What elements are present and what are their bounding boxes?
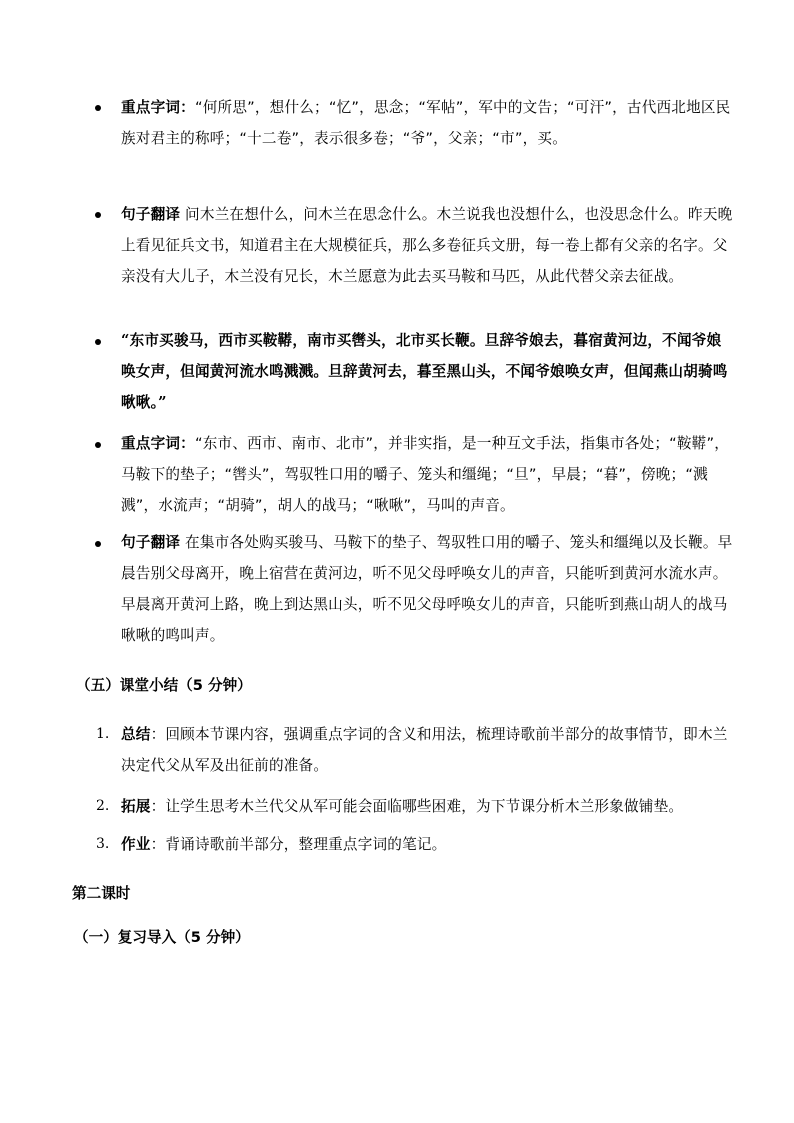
bullet-dot (95, 442, 101, 448)
key-words-label: 重点字词： (121, 99, 195, 116)
translation-text: 问木兰在想什么，问木兰在思念什么。木兰说我也没想什么，也没思念什么。昨天晚上看见征兵文书，知道君主在大规模征兵，那么多卷征兵文册，每一卷上都有父亲的名字。父亲没有大儿子，木兰没有兄长，木兰愿意为此去买马鞍和马匹，从此代替父亲去征战。 (121, 206, 733, 285)
extension-text: ：让学生思考木兰代父从军可能会面临哪些困难，为下节课分析木兰形象做铺垫。 (150, 798, 684, 815)
section-heading: （五）课堂小结（5 分钟） (76, 677, 252, 694)
bullet-dot (95, 339, 101, 345)
extension-label: 拓展 (121, 798, 151, 815)
summary-label: 总结 (121, 726, 151, 743)
bullet-dot (95, 212, 101, 218)
poem-quote-paragraph (121, 325, 733, 418)
summary-text: ：回顾本节课内容，强调重点字词的含义和用法，梳理诗歌前半部分的故事情节，即木兰决定代父从军及出征前的准备。 (121, 726, 728, 774)
key-words-text: “东市、西市、南市、北市”，并非实指，是一种互文手法，指集市各处；“鞍鞯”，马鞍下的垫子；“辔头”，驾驭牲口用的嚼子、笼头和缰绳；“旦”，早晨；“暮”，傍晚；“溅溅”，水流声；“胡骑”，胡人的战马；“啾啾”，马叫的声音。 (121, 435, 730, 514)
translation-paragraph (121, 199, 733, 292)
summary-item (121, 719, 733, 781)
list-number: 3. (96, 836, 110, 852)
homework-item (121, 829, 733, 860)
translation-label: 句子翻译 (121, 206, 181, 223)
homework-label: 作业 (121, 836, 151, 853)
translation-label: 句子翻译 (121, 534, 181, 551)
key-words-paragraph (121, 92, 733, 154)
translation-paragraph (121, 527, 733, 651)
list-number: 1. (96, 726, 110, 742)
translation-text: 在集市各处购买骏马、马鞍下的垫子、驾驭牲口用的嚼子、笼头和缰绳以及长鞭。早晨告别父母离开，晚上宿营在黄河边，听不见父母呼唤女儿的声音，只能听到黄河水流水声。早晨离开黄河上路，晚上到达黑山头，听不见父母呼唤女儿的声音，只能听到燕山胡人的战马啾啾的鸣叫声。 (121, 534, 733, 644)
bullet-dot (95, 541, 101, 547)
poem-quote-text: “东市买骏马，西市买鞍鞯，南市买辔头，北市买长鞭。旦辞爷娘去，暮宿黄河边，不闻爷娘唤女声，但闻黄河流水鸣溅溅。旦辞黄河去，暮至黑山头，不闻爷娘唤女声，但闻燕山胡骑鸣啾啾。” (121, 332, 728, 411)
key-words-paragraph (121, 428, 733, 521)
bullet-dot (95, 105, 101, 111)
lesson-heading: 第二课时 (72, 885, 131, 902)
list-number: 2. (96, 798, 110, 814)
section-heading: （一）复习导入（5 分钟） (74, 929, 250, 946)
key-words-text: “何所思”，想什么；“忆”，思念；“军帖”，军中的文告；“可汗”，古代西北地区民族对君主的称呼；“十二卷”，表示很多卷；“爷”，父亲；“市”，买。 (121, 99, 731, 147)
extension-item (121, 791, 733, 822)
homework-text: ：背诵诗歌前半部分，整理重点字词的笔记。 (150, 836, 447, 853)
key-words-label: 重点字词： (121, 435, 195, 452)
